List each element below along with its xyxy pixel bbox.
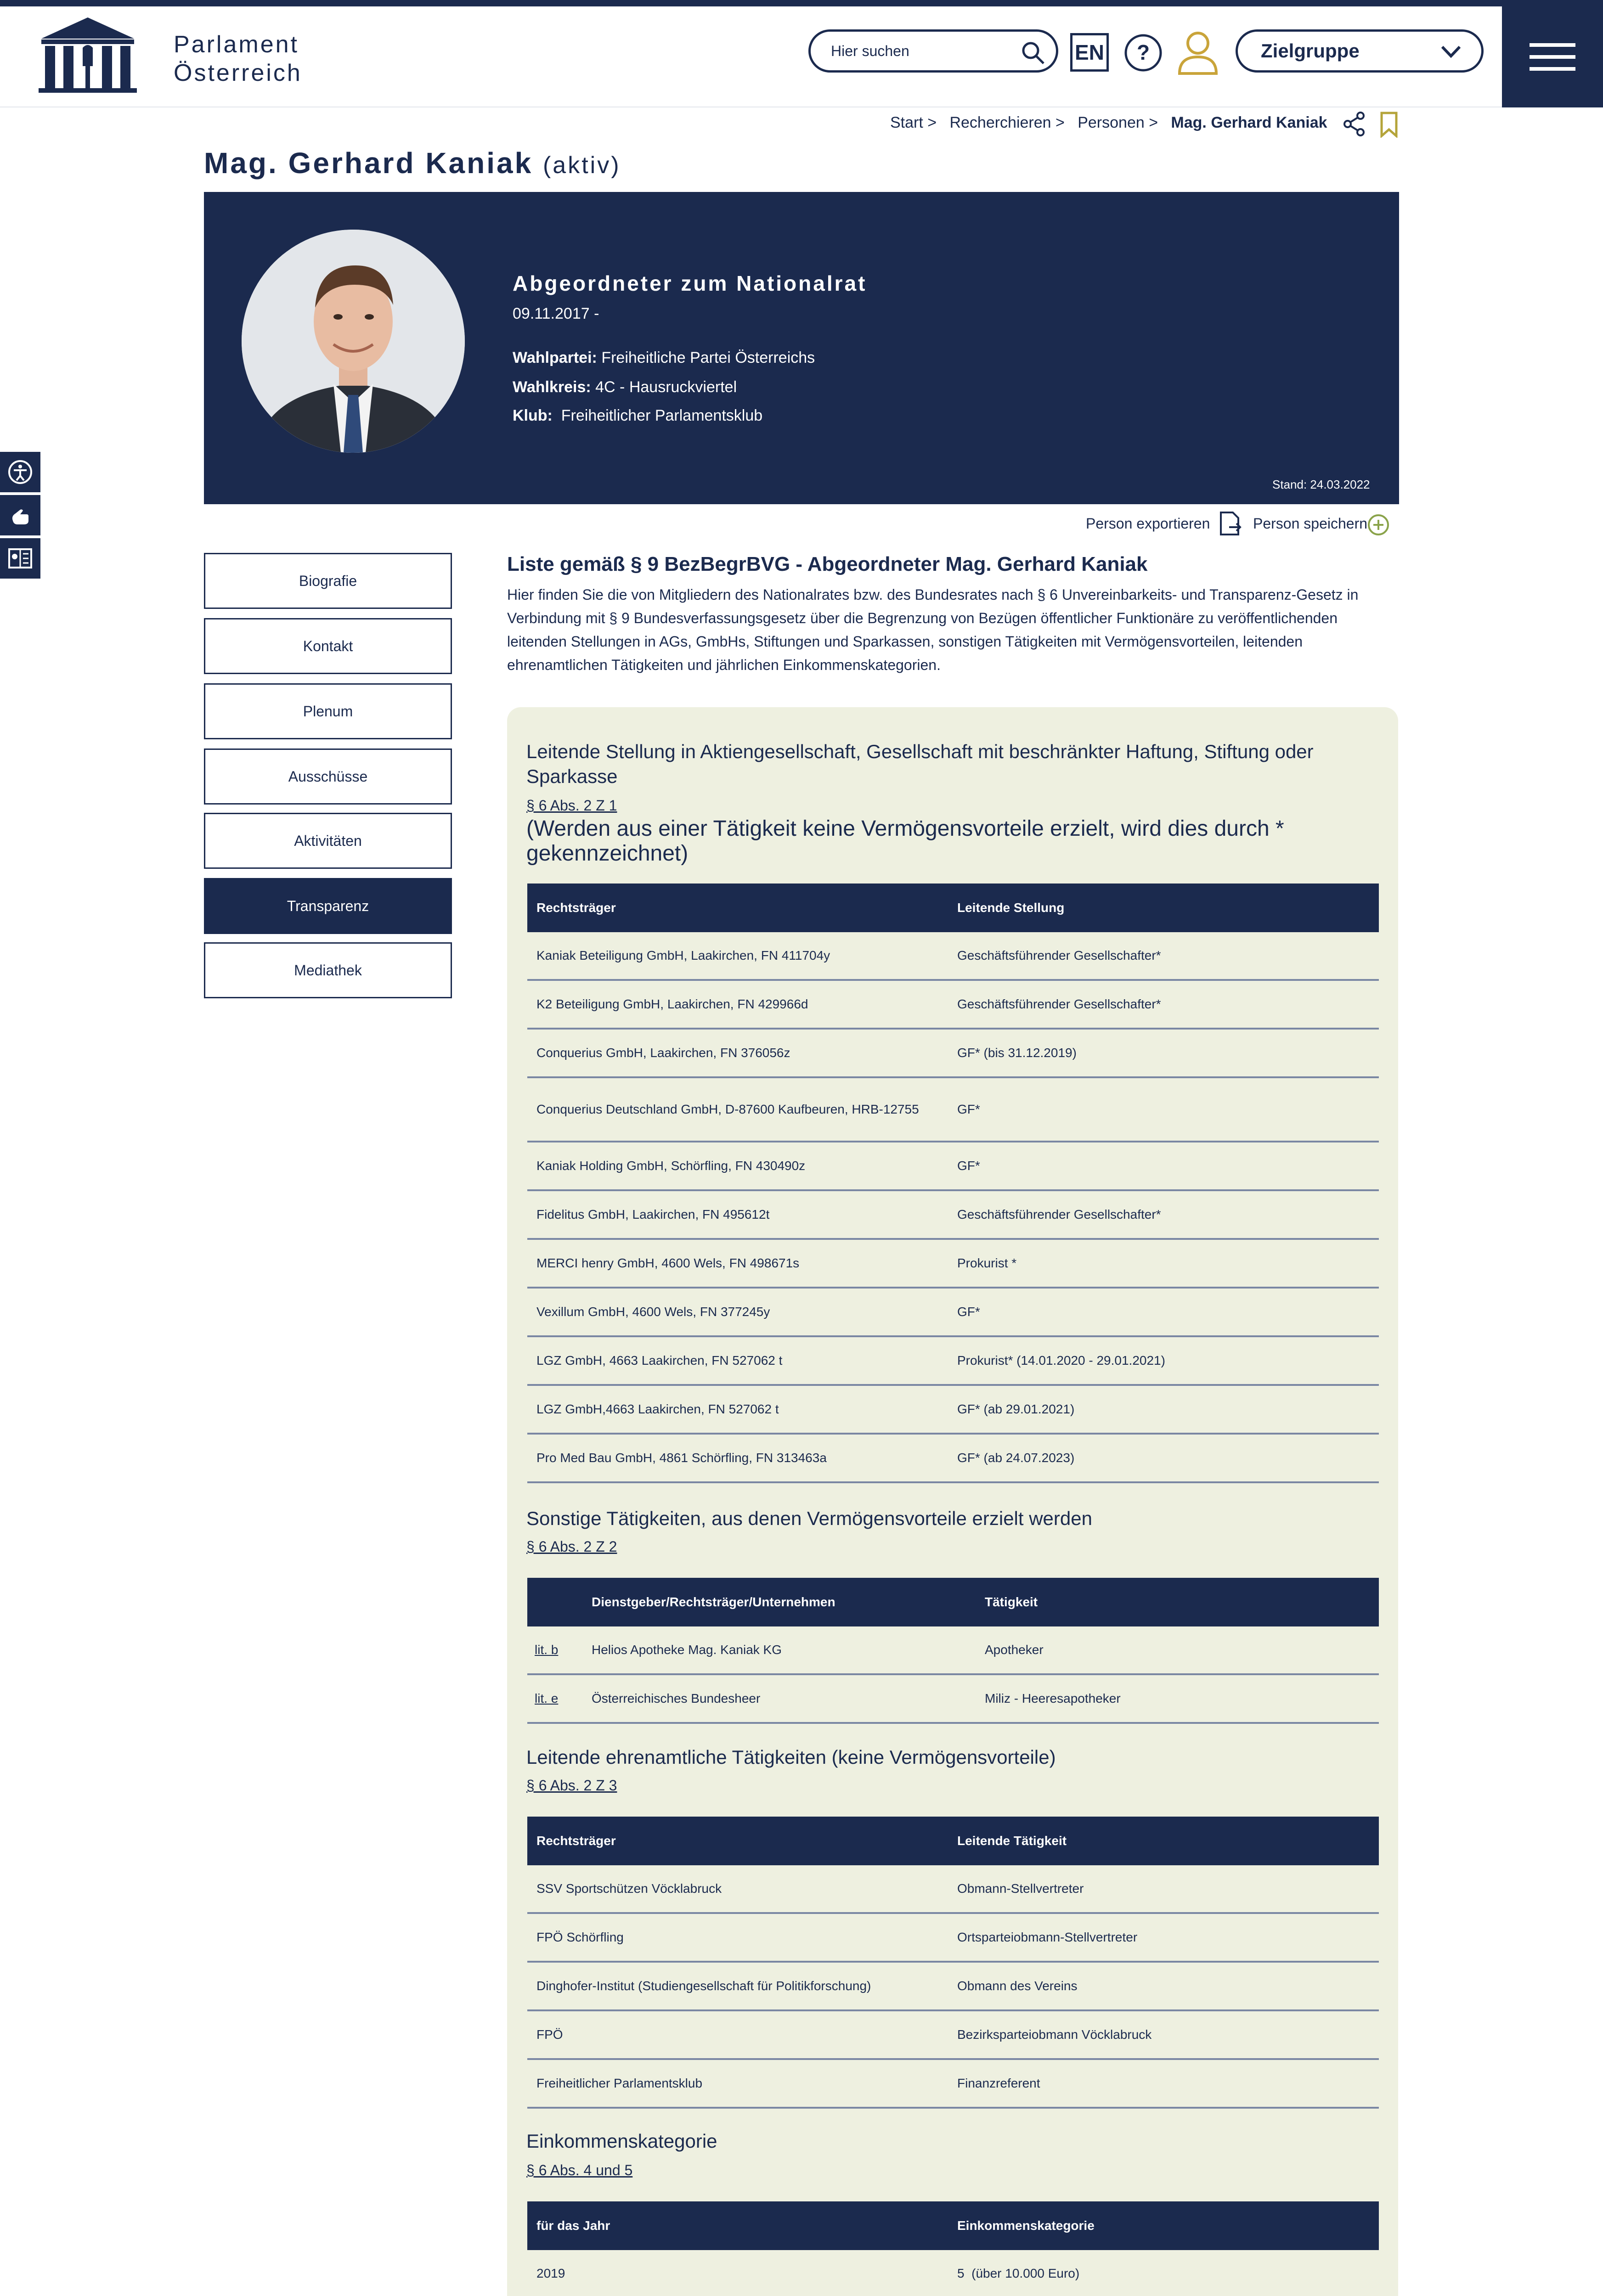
klub-value[interactable]: Freiheitlicher Parlamentsklub <box>561 407 763 424</box>
header-cell: Rechtsträger <box>536 1834 616 1848</box>
cell: Bezirksparteiobmann Vöcklabruck <box>957 2027 1152 2042</box>
accessibility-icon <box>7 459 33 485</box>
save-person-link[interactable]: Person speichern <box>1253 515 1368 532</box>
klub-row <box>513 407 762 425</box>
table-row <box>527 1963 1379 2011</box>
table-row <box>527 1240 1379 1289</box>
table-row <box>527 1337 1379 1386</box>
cell: Conquerius GmbH, Laakirchen, FN 376056z <box>536 1046 790 1060</box>
cell: Kaniak Holding GmbH, Schörfling, FN 430490z <box>536 1159 806 1173</box>
wahlkreis-value[interactable]: 4C - Hausruckviertel <box>595 378 737 396</box>
cell: SSV Sportschützen Vöcklabruck <box>536 1881 722 1896</box>
wahlkreis-row <box>513 378 737 396</box>
cell: Pro Med Bau GmbH, 4861 Schörfling, FN 313463a <box>536 1451 827 1465</box>
header-cell: Leitende Tätigkeit <box>957 1834 1067 1848</box>
table-header <box>527 1817 1379 1865</box>
cell: Helios Apotheke Mag. Kaniak KG <box>592 1643 782 1657</box>
table-einkommen <box>527 2201 1379 2296</box>
side-nav-ausschuesse[interactable]: Ausschüsse <box>204 748 452 805</box>
table-row <box>527 2250 1379 2296</box>
header-cell: Leitende Stellung <box>957 900 1065 915</box>
wahlpartei-value: Freiheitliche Partei Österreichs <box>601 349 815 366</box>
site-logo-text[interactable] <box>174 30 302 87</box>
table-ehrenamt <box>527 1817 1379 2109</box>
header-cell: Tätigkeit <box>985 1595 1038 1609</box>
cell: 2019 <box>536 2266 565 2280</box>
table-row <box>527 1191 1379 1240</box>
cell: Geschäftsführender Gesellschafter* <box>957 1207 1161 1221</box>
language-button[interactable]: EN <box>1070 33 1109 72</box>
easy-language-icon <box>7 546 33 571</box>
cell: GF* <box>957 1159 980 1173</box>
cell: FPÖ <box>536 2027 563 2042</box>
bookmark-icon[interactable] <box>1380 111 1398 138</box>
side-nav-kontakt[interactable]: Kontakt <box>204 618 452 674</box>
table-row <box>527 1675 1379 1724</box>
person-name: Mag. Gerhard Kaniak <box>204 146 533 180</box>
easy-language-tool[interactable] <box>0 538 40 579</box>
search-input[interactable]: Hier suchen <box>808 29 1058 73</box>
plus-circle-icon[interactable] <box>1367 513 1390 536</box>
stand-date: Stand: 24.03.2022 <box>1272 478 1370 491</box>
person-status: (aktiv) <box>542 152 621 179</box>
cell: Apotheker <box>985 1643 1044 1657</box>
cell: GF* (bis 31.12.2019) <box>957 1046 1077 1060</box>
wahlpartei-label: Wahlpartei: <box>513 349 597 366</box>
header-cell: für das Jahr <box>536 2218 610 2233</box>
portrait-illustration <box>242 230 465 453</box>
accessibility-tool[interactable] <box>0 452 40 492</box>
cell: 5 (über 10.000 Euro) <box>957 2266 1080 2280</box>
cell: MERCI henry GmbH, 4600 Wels, FN 498671s <box>536 1256 800 1270</box>
logo-line-2: Österreich <box>174 60 302 86</box>
table-header <box>527 2201 1379 2250</box>
breadcrumb-current: Mag. Gerhard Kaniak <box>1171 114 1327 131</box>
side-nav-plenum[interactable]: Plenum <box>204 683 452 739</box>
section-einkommen-link[interactable]: § 6 Abs. 4 und 5 <box>526 2162 633 2178</box>
side-nav-biografie[interactable]: Biografie <box>204 553 452 609</box>
transparency-intro: Hier finden Sie die von Mitgliedern des Nationalrates bzw. des Bundesrates nach § 6 Unvereinbarkeits- und Transparenz-Gesetz in Verbindung mit § 9 Bundesverfassungsgesetz über die Begrenzung von Bezügen öffentlicher Funktionäre zu veröffentlichenden leitenden Stellungen in AGs, GmbHs, Stiftungen und Sparkassen, sonstigen Tätigkeiten mit Vermögensvorteilen, leitenden ehrenamtlichen Tätigkeiten und jährlichen Einkommenskategorien. <box>507 586 1359 673</box>
cell: Österreichisches Bundesheer <box>592 1691 761 1705</box>
table-row <box>527 1626 1379 1675</box>
header-cell: Einkommenskategorie <box>957 2218 1095 2233</box>
side-nav-transparenz[interactable]: Transparenz <box>204 878 452 934</box>
cell: Freiheitlicher Parlamentsklub <box>536 2076 703 2090</box>
section-ehrenamt-link[interactable]: § 6 Abs. 2 Z 3 <box>526 1777 617 1794</box>
search-icon[interactable] <box>1021 40 1045 65</box>
svg-text:?: ? <box>1136 40 1150 64</box>
table-header <box>527 884 1379 932</box>
cell: Ortsparteiobmann-Stellvertreter <box>957 1930 1138 1944</box>
table-row <box>527 932 1379 981</box>
cell: Fidelitus GmbH, Laakirchen, FN 495612t <box>536 1207 770 1221</box>
person-role: Abgeordneter zum Nationalrat <box>513 271 867 295</box>
section-leitende-stellung-title: Leitende Stellung in Aktiengesellschaft, Gesellschaft mit beschränkter Haftung, Stiftung oder Sparkasse <box>526 741 1314 787</box>
person-portrait[interactable] <box>242 230 465 453</box>
sign-language-icon <box>7 502 33 528</box>
top-strip <box>0 0 1603 6</box>
section-einkommen-title: Einkommenskategorie <box>526 2130 717 2152</box>
cell: Obmann des Vereins <box>957 1979 1078 1993</box>
cell: Vexillum GmbH, 4600 Wels, FN 377245y <box>536 1305 770 1319</box>
cell: Kaniak Beteiligung GmbH, Laakirchen, FN 411704y <box>536 948 830 962</box>
table-row <box>527 1030 1379 1078</box>
side-nav-mediathek[interactable]: Mediathek <box>204 942 452 998</box>
lit-link[interactable]: lit. b <box>535 1643 559 1657</box>
wahlpartei-row <box>513 349 815 367</box>
menu-button[interactable] <box>1502 6 1603 107</box>
section-sonstige-title: Sonstige Tätigkeiten, aus denen Vermögensvorteile erzielt werden <box>526 1508 1092 1529</box>
cell: K2 Beteiligung GmbH, Laakirchen, FN 429966d <box>536 997 808 1011</box>
table-header <box>527 1578 1379 1626</box>
header-cell: Rechtsträger <box>536 900 616 915</box>
breadcrumb-recherchieren[interactable]: Recherchieren > <box>949 114 1065 131</box>
breadcrumb <box>890 114 1327 132</box>
page-title <box>204 146 621 180</box>
cell: GF* <box>957 1102 980 1116</box>
table-leitende-stellung <box>527 884 1379 1483</box>
header-cell: Dienstgeber/Rechtsträger/Unternehmen <box>592 1595 835 1609</box>
cell: Geschäftsführender Gesellschafter* <box>957 948 1161 962</box>
cell: Conquerius Deutschland GmbH, D-87600 Kaufbeuren, HRB-12755 <box>536 1102 919 1116</box>
side-nav-aktivitaeten[interactable]: Aktivitäten <box>204 813 452 869</box>
section-sonstige-link[interactable]: § 6 Abs. 2 Z 2 <box>526 1538 617 1555</box>
cell: Dinghofer-Institut (Studiengesellschaft für Politikforschung) <box>536 1979 871 1993</box>
table-row <box>527 1914 1379 1963</box>
cell: Prokurist* (14.01.2020 - 29.01.2021) <box>957 1353 1165 1367</box>
table-row <box>527 1142 1379 1191</box>
cell: GF* (ab 29.01.2021) <box>957 1402 1075 1416</box>
chevron-down-icon <box>1439 44 1462 60</box>
table-sonstige <box>527 1578 1379 1724</box>
section-ehrenamt-title: Leitende ehrenamtliche Tätigkeiten (keine Vermögensvorteile) <box>526 1746 1056 1768</box>
cell: LGZ GmbH,4663 Laakirchen, FN 527062 t <box>536 1402 779 1416</box>
table-row <box>527 2011 1379 2060</box>
table-row <box>527 1386 1379 1435</box>
wahlkreis-label: Wahlkreis: <box>513 378 591 396</box>
section-leitende-stellung-link[interactable]: § 6 Abs. 2 Z 1 <box>526 797 617 814</box>
help-icon[interactable] <box>1123 33 1163 73</box>
cell: Miliz - Heeresapotheker <box>985 1691 1121 1705</box>
table-row <box>527 1078 1379 1142</box>
parliament-logo-icon[interactable] <box>37 16 139 93</box>
cell: Obmann-Stellvertreter <box>957 1881 1084 1896</box>
user-icon[interactable] <box>1177 29 1219 75</box>
cell: Geschäftsführender Gesellschafter* <box>957 997 1161 1011</box>
table-row <box>527 2060 1379 2109</box>
table-row <box>527 981 1379 1030</box>
table-row <box>527 1289 1379 1337</box>
logo-line-1: Parlament <box>174 31 299 58</box>
cell: LGZ GmbH, 4663 Laakirchen, FN 527062 t <box>536 1353 783 1367</box>
cell: GF* <box>957 1305 980 1319</box>
target-group-select[interactable]: Zielgruppe <box>1236 29 1484 73</box>
lit-link[interactable]: lit. e <box>535 1691 559 1705</box>
cell: FPÖ Schörfling <box>536 1930 624 1944</box>
cell: GF* (ab 24.07.2023) <box>957 1451 1075 1465</box>
table-row <box>527 1435 1379 1483</box>
export-icon[interactable] <box>1218 511 1242 536</box>
klub-label: Klub: <box>513 407 553 424</box>
transparency-heading: Liste gemäß § 9 BezBegrBVG - Abgeordneter Mag. Gerhard Kaniak <box>507 553 1148 575</box>
sign-language-tool[interactable] <box>0 495 40 535</box>
section-leitende-stellung-note: (Werden aus einer Tätigkeit keine Vermögensvorteile erzielt, wird dies durch * gekennzeichnet) <box>526 816 1284 866</box>
breadcrumb-personen[interactable]: Personen > <box>1078 114 1158 131</box>
cell: Finanzreferent <box>957 2076 1040 2090</box>
zoom-in-icon[interactable] <box>434 422 460 448</box>
share-icon[interactable] <box>1342 111 1366 137</box>
export-person-link[interactable]: Person exportieren <box>1086 515 1210 532</box>
breadcrumb-start[interactable]: Start > <box>890 114 937 131</box>
table-row <box>527 1865 1379 1914</box>
cell: Prokurist * <box>957 1256 1017 1270</box>
person-since-date: 09.11.2017 - <box>513 305 599 322</box>
